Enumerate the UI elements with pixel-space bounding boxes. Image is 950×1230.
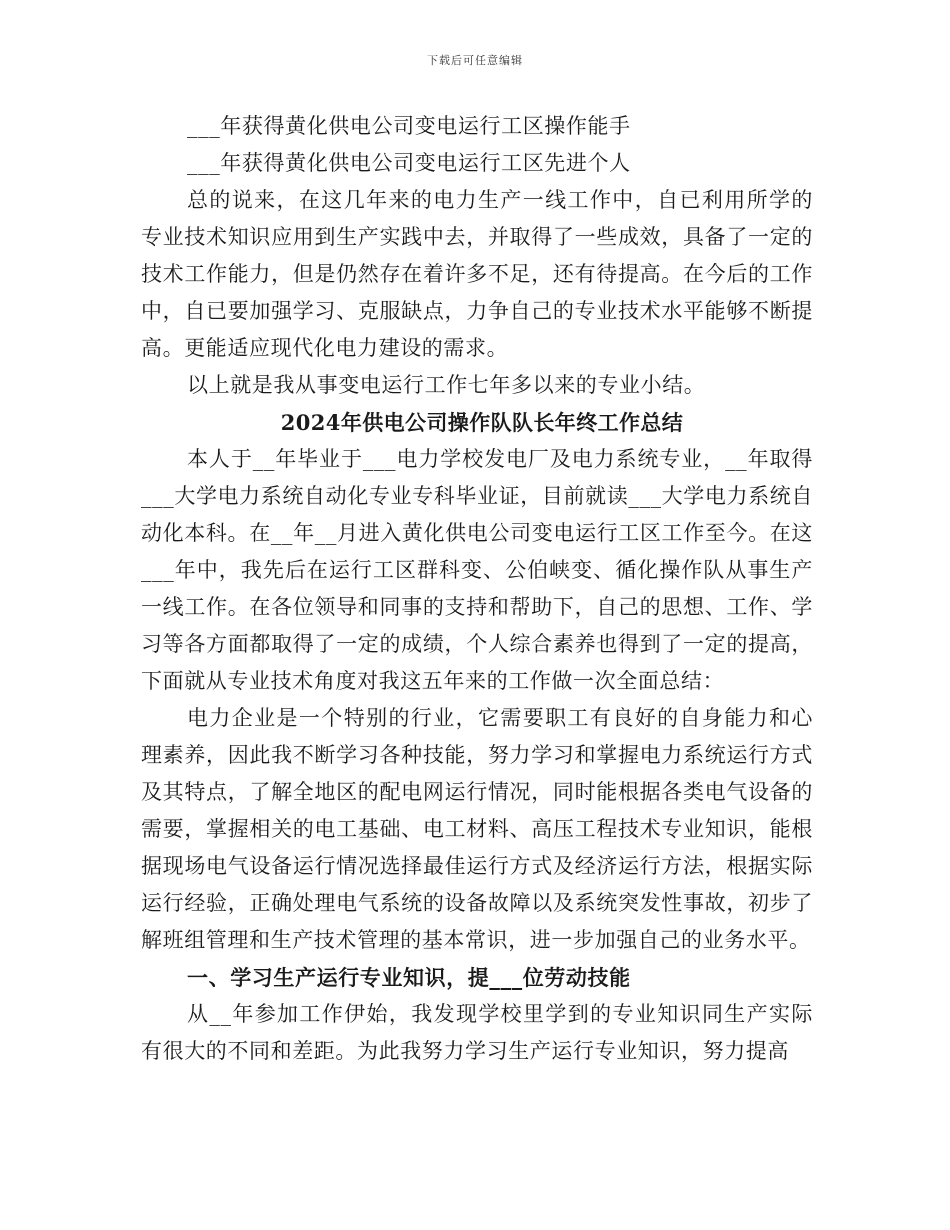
award-line-1: ___年获得黄化供电公司变电运行工区操作能手	[187, 114, 631, 138]
award-line-2: ___年获得黄化供电公司变电运行工区先进个人	[187, 151, 631, 175]
page-header: 下载后可任意编辑	[427, 54, 523, 67]
industry-paragraph: 电力企业是一个特别的行业，它需要职工有良好的自身能力和心理素养，因此我不断学习各种技能，努力学习和掌握电力系统运行方式及其特点，了解全地区的配电网运行情况，同时能根据各类电气设备的需要，掌握相关的电工基础、电工材料、高压工程技术专业知识，能根据现场电气设备运行情况选择最佳运行方式及经济运行方法，根据实际运行经验，正确处理电气系统的设备故障以及系统突发性事故，初步了解班组管理和生产技术管理的基本常识，进一步加强自己的业务水平。	[141, 706, 813, 952]
intro-paragraph: 本人于__年毕业于___电力学校发电厂及电力系统专业，__年取得___大学电力系统自动化专业专科毕业证，目前就读___大学电力系统自动化本科。在__年__月进入黄化供电公司变电运行工区工作至今。在这___年中，我先后在运行工区群科变、公伯峡变、循化操作队从事生产一线工作。在各位领导和同事的支持和帮助下，自己的思想、工作、学习等各方面都取得了一定的成绩，个人综合素养也得到了一定的提高，下面就从专业技术角度对我这五年来的工作做一次全面总结：	[141, 447, 813, 693]
closing-paragraph: 以上就是我从事变电运行工作七年多以来的专业小结。	[187, 373, 706, 397]
section-paragraph: 从__年参加工作伊始，我发现学校里学到的专业知识同生产实际有很大的不同和差距。为此我努力学习生产运行专业知识，努力提高	[141, 1002, 813, 1063]
document-body	[141, 108, 813, 1070]
section-heading: 一、学习生产运行专业知识，提___位劳动技能	[187, 965, 631, 990]
summary-paragraph: 总的说来，在这几年来的电力生产一线工作中，自已利用所学的专业技术知识应用到生产实践中去，并取得了一些成效，具备了一定的技术工作能力，但是仍然存在着许多不足，还有待提高。在今后的工作中，自已要加强学习、克服缺点，力争自己的专业技术水平能够不断提高。更能适应现代化电力建设的需求。	[141, 188, 813, 360]
document-title: 2024年供电公司操作队队长年终工作总结	[280, 410, 684, 435]
